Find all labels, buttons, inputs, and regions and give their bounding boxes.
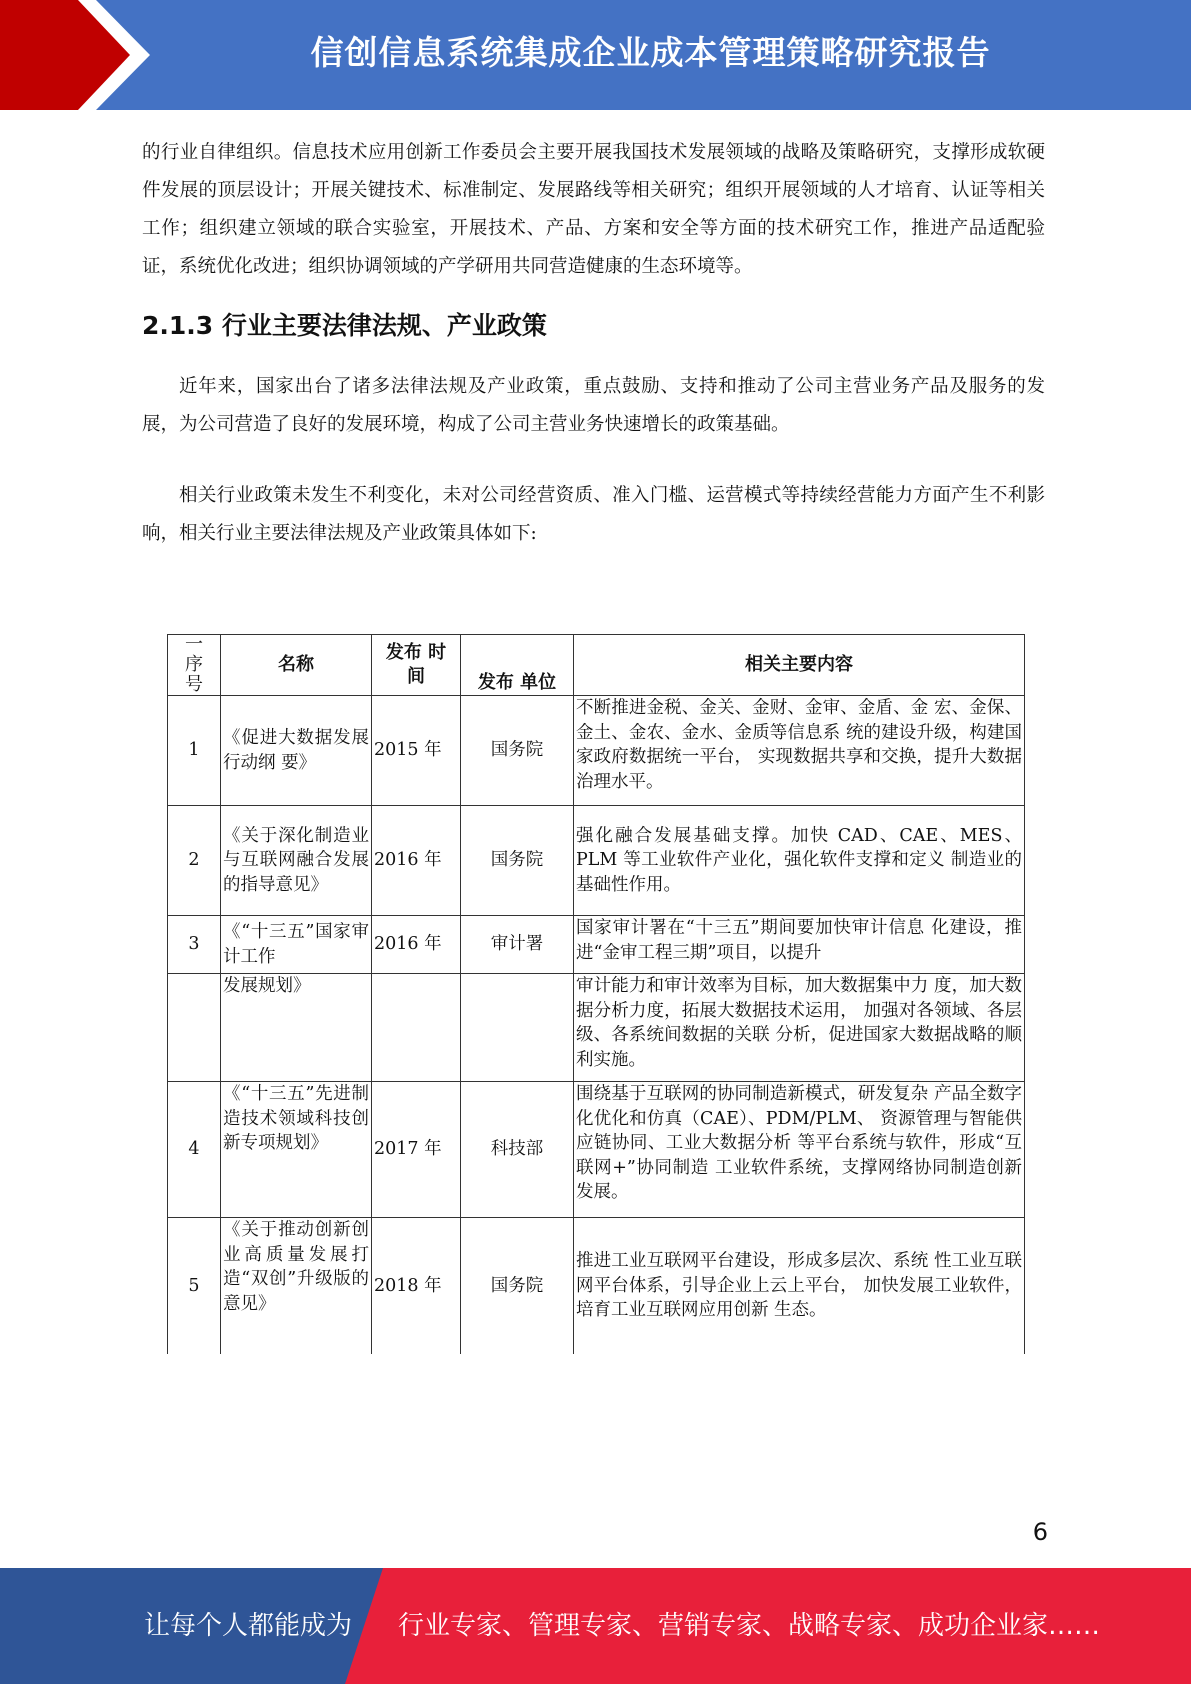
section-paragraph-2: 相关行业政策未发生不利变化，未对公司经营资质、准入门槛、运营模式等持续经营能力方面产生不利影响，相关行业主要法律法规及产业政策具体如下:: [142, 485, 1045, 544]
page-number: 6: [1032, 1518, 1048, 1546]
row-date: [372, 974, 461, 1082]
table-header-row: [168, 635, 1025, 696]
report-title: 信创信息系统集成企业成本管理策略研究报告: [310, 33, 991, 72]
row-date: 2018 年: [372, 1218, 461, 1354]
row-name: 《促进大数据发展行动纲 要》: [221, 696, 372, 806]
page-header: [0, 0, 1191, 110]
row-date: 2017 年: [372, 1082, 461, 1218]
row-name: 《“十三五”国家审计工作: [221, 916, 372, 974]
row-date: 2015 年: [372, 696, 461, 806]
row-content: 审计能力和审计效率为目标，加大数据集中力 度，加大数据分析力度，拓展大数据技术运用， 加强对各领域、各层级、各系统间数据的关联 分析，促进国家大数据战略的顺利实施。: [574, 974, 1025, 1082]
row-issuer: 国务院: [461, 806, 574, 916]
header-date-line1: 发布 时: [385, 641, 447, 663]
table-row: [168, 806, 1025, 916]
footer-slogan-left: 让每个人都能成为: [144, 1611, 353, 1641]
row-content: 推进工业互联网平台建设，形成多层次、系统 性工业互联网平台体系，引导企业上云上平台， 加快发展工业软件，培育工业互联网应用创新 生态。: [574, 1218, 1025, 1354]
table-row: [168, 696, 1025, 806]
row-content: 强化融合发展基础支撑。加快 CAD、CAE、MES、PLM 等工业软件产业化，强化软件支撑和定义 制造业的基础性作用。: [574, 806, 1025, 916]
header-number-line1: 序: [185, 654, 203, 675]
page-footer: [0, 1568, 1191, 1684]
header-issuer: 发布 单位: [461, 635, 574, 696]
table-row: [168, 916, 1025, 974]
row-number: 1: [168, 696, 221, 806]
row-content: 围绕基于互联网的协同制造新模式，研发复杂 产品全数字化优化和仿真（CAE）、PDM/PLM、 资源管理与智能供应链协同、工业大数据分析 等平台系统与软件，形成“互联网+”协同制造 工业软件系统，支撑网络协同制造创新发展。: [574, 1082, 1025, 1218]
row-number: 2: [168, 806, 221, 916]
row-issuer: 科技部: [461, 1082, 574, 1218]
header-content: 相关主要内容: [574, 635, 1025, 696]
footer-slogan-right: 行业专家、管理专家、营销专家、战略专家、成功企业家……: [398, 1611, 1101, 1641]
header-number-dash: 一: [185, 634, 203, 655]
row-name: 《关于推动创新创业高质量发展打造“双创”升级版的意见》: [221, 1218, 372, 1354]
row-date: 2016 年: [372, 806, 461, 916]
row-issuer: 国务院: [461, 696, 574, 806]
row-content: 不断推进金税、金关、金财、金审、金盾、金 宏、金保、金土、金农、金水、金质等信息系 统的建设升级，构建国家政府数据统一平台， 实现数据共享和交换，提升大数据治理水平。: [574, 696, 1025, 806]
document-body: [142, 134, 1045, 553]
row-content: 国家审计署在“十三五”期间要加快审计信息 化建设，推进“金审工程三期”项目，以提升: [574, 916, 1025, 974]
header-number: [168, 635, 221, 696]
row-issuer: [461, 974, 574, 1082]
row-date: 2016 年: [372, 916, 461, 974]
row-number: [168, 974, 221, 1082]
row-issuer: 审计署: [461, 916, 574, 974]
intro-paragraph: 的行业自律组织。信息技术应用创新工作委员会主要开展我国技术发展领域的战略及策略研究，支撑形成软硬件发展的顶层设计；开展关键技术、标准制定、发展路线等相关研究；组织开展领域的人才培育、认证等相关工作；组织建立领域的联合实验室，开展技术、产品、方案和安全等方面的技术研究工作，推进产品适配验证，系统优化改进；组织协调领域的产学研用共同营造健康的生态环境等。: [142, 142, 1045, 277]
row-number: 5: [168, 1218, 221, 1354]
row-name: 《“十三五”先进制造技术领域科技创新专项规划》: [221, 1082, 372, 1218]
table-row: [168, 1082, 1025, 1218]
policy-table: [167, 634, 1025, 1354]
row-name: 《关于深化制造业与互联网融合发展的指导意见》: [221, 806, 372, 916]
row-number: 3: [168, 916, 221, 974]
row-name: 发展规划》: [221, 974, 372, 1082]
table-row-continuation: [168, 974, 1025, 1082]
section-paragraph-1: 近年来，国家出台了诸多法律法规及产业政策，重点鼓励、支持和推动了公司主营业务产品及服务的发展，为公司营造了良好的发展环境，构成了公司主营业务快速增长的政策基础。: [142, 376, 1045, 435]
header-name: 名称: [221, 635, 372, 696]
header-date-line2: 间: [407, 666, 425, 687]
header-date: [372, 635, 461, 696]
header-number-line2: 号: [185, 674, 203, 695]
row-issuer: 国务院: [461, 1218, 574, 1354]
table-row: [168, 1218, 1025, 1354]
row-number: 4: [168, 1082, 221, 1218]
section-heading: 2.1.3 行业主要法律法规、产业政策: [142, 311, 547, 340]
